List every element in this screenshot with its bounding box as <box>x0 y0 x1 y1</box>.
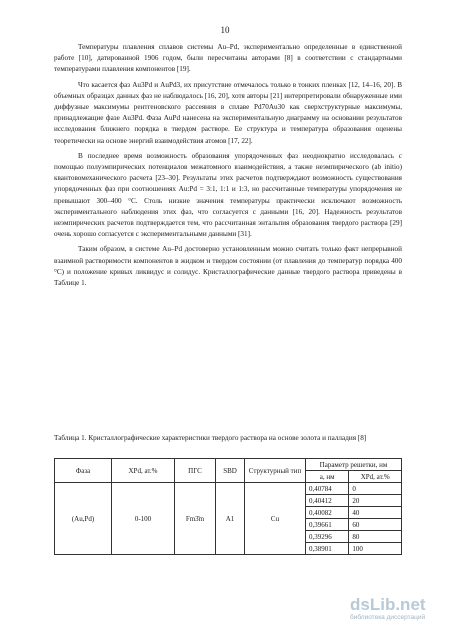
header-sbd: SBD <box>216 459 245 483</box>
watermark <box>350 596 444 621</box>
paragraph-4: Таким образом, в системе Au–Pd достоверно установленным можно считать только факт непрерывной взаимной растворимости компонентов в жидком и твердом состоянии (от плавления до температур порядка 400 °С) и положение кривых ликвидус и солидус. Кристаллографические данные твердого раствора приведены в Таблице 1. <box>54 245 402 288</box>
table-caption-text: Таблица 1. Кристаллографические характеристики твердого раствора на основе золота и палладия [8] <box>54 434 367 442</box>
paragraph-1: Температуры плавления сплавов системы Au–Pd, экспериментально определенные в единственной работе [10], датированной 1906 годом, были пересчитаны авторами [8] в соответствии с стандартными температурами плавления компонентов [19]. <box>54 43 402 74</box>
page-number: 10 <box>220 25 230 35</box>
cell-a: 0,38901 <box>306 543 349 555</box>
watermark-logo: dsLib.net <box>350 595 426 614</box>
cell-x: 20 <box>349 495 402 507</box>
cell-a: 0,40784 <box>306 483 349 495</box>
cell-x: 60 <box>349 519 402 531</box>
cell-structure-type: Cu <box>245 483 306 555</box>
cell-x: 80 <box>349 531 402 543</box>
header-pgs: ПГС <box>175 459 216 483</box>
header-structure-type: Структурный тип <box>245 459 306 483</box>
cell-x: 100 <box>349 543 402 555</box>
table-header-row <box>55 459 402 471</box>
cell-range: 0-100 <box>112 483 175 555</box>
header-xpd: XPd, ат.% <box>112 459 175 483</box>
header-lattice-parameter: Параметр решетки, нм <box>306 459 402 471</box>
watermark-tagline: библиотека диссертаций <box>350 614 426 621</box>
cell-a: 0,39661 <box>306 519 349 531</box>
cell-a: 0,40082 <box>306 507 349 519</box>
paragraph-3: В последнее время возможность образования упорядоченных фаз неоднократно исследовалась с помощью полуэмпирических потенциалов межатомного взаимодействия, а также неэмпирического (ab initio) квантовомеханического расчета [23–30]. Результаты этих расчетов подтверждают возможность существования упорядоченных фаз при соотношениях Au:Pd = 3:1, 1:1 и 1:3, но рассчитанные температуры упорядочения не превышают 300–400 °С. Столь низкие значения температуры практически исключают возможность экспериментального наблюдения этих фаз, что согласуется с данными [16, 20]. Надежность результатов неэмпирических расчетов подтверждается тем, что рассчитанная энтальпия образования твердого раствора [29] очень хорошо согласуется с экспериментальными данными [31]. <box>54 151 402 239</box>
header-phase: Фаза <box>55 459 112 483</box>
body-text <box>54 42 402 293</box>
cell-x: 40 <box>349 507 402 519</box>
cell-pgs: Fm3̄m <box>175 483 216 555</box>
cell-x: 0 <box>349 483 402 495</box>
cell-a: 0,40412 <box>306 495 349 507</box>
header-xpd-2: XPd, ат.% <box>349 471 402 483</box>
crystallographic-table <box>54 458 402 555</box>
header-a: a, нм <box>306 471 349 483</box>
cell-phase: (Au,Pd) <box>55 483 112 555</box>
cell-a: 0,39296 <box>306 531 349 543</box>
table-row <box>55 483 402 495</box>
cell-sbd: A1 <box>216 483 245 555</box>
paragraph-2: Что касается фаз Au3Pd и AuPd3, их присутствие отмечалось только в тонких пленках [12, 14–16, 20]. В объемных образцах данных фаз не наблюдалось [16, 20], хотя авторы [21] интерпретировали обнаруженные ими диффузные максимумы рентгеновского рассеяния в сплаве Pd70Au30 как сверхструктурные максимумы, принадлежащие фазе Au3Pd. Фаза AuPd нанесена на экспериментальную диаграмму на основании результатов исследования ближнего порядка в твердом растворе. Ее структура и температура образования оценены теоретически на основе энергий взаимодействия атомов [17, 22]. <box>54 80 402 145</box>
table-caption <box>54 433 402 444</box>
